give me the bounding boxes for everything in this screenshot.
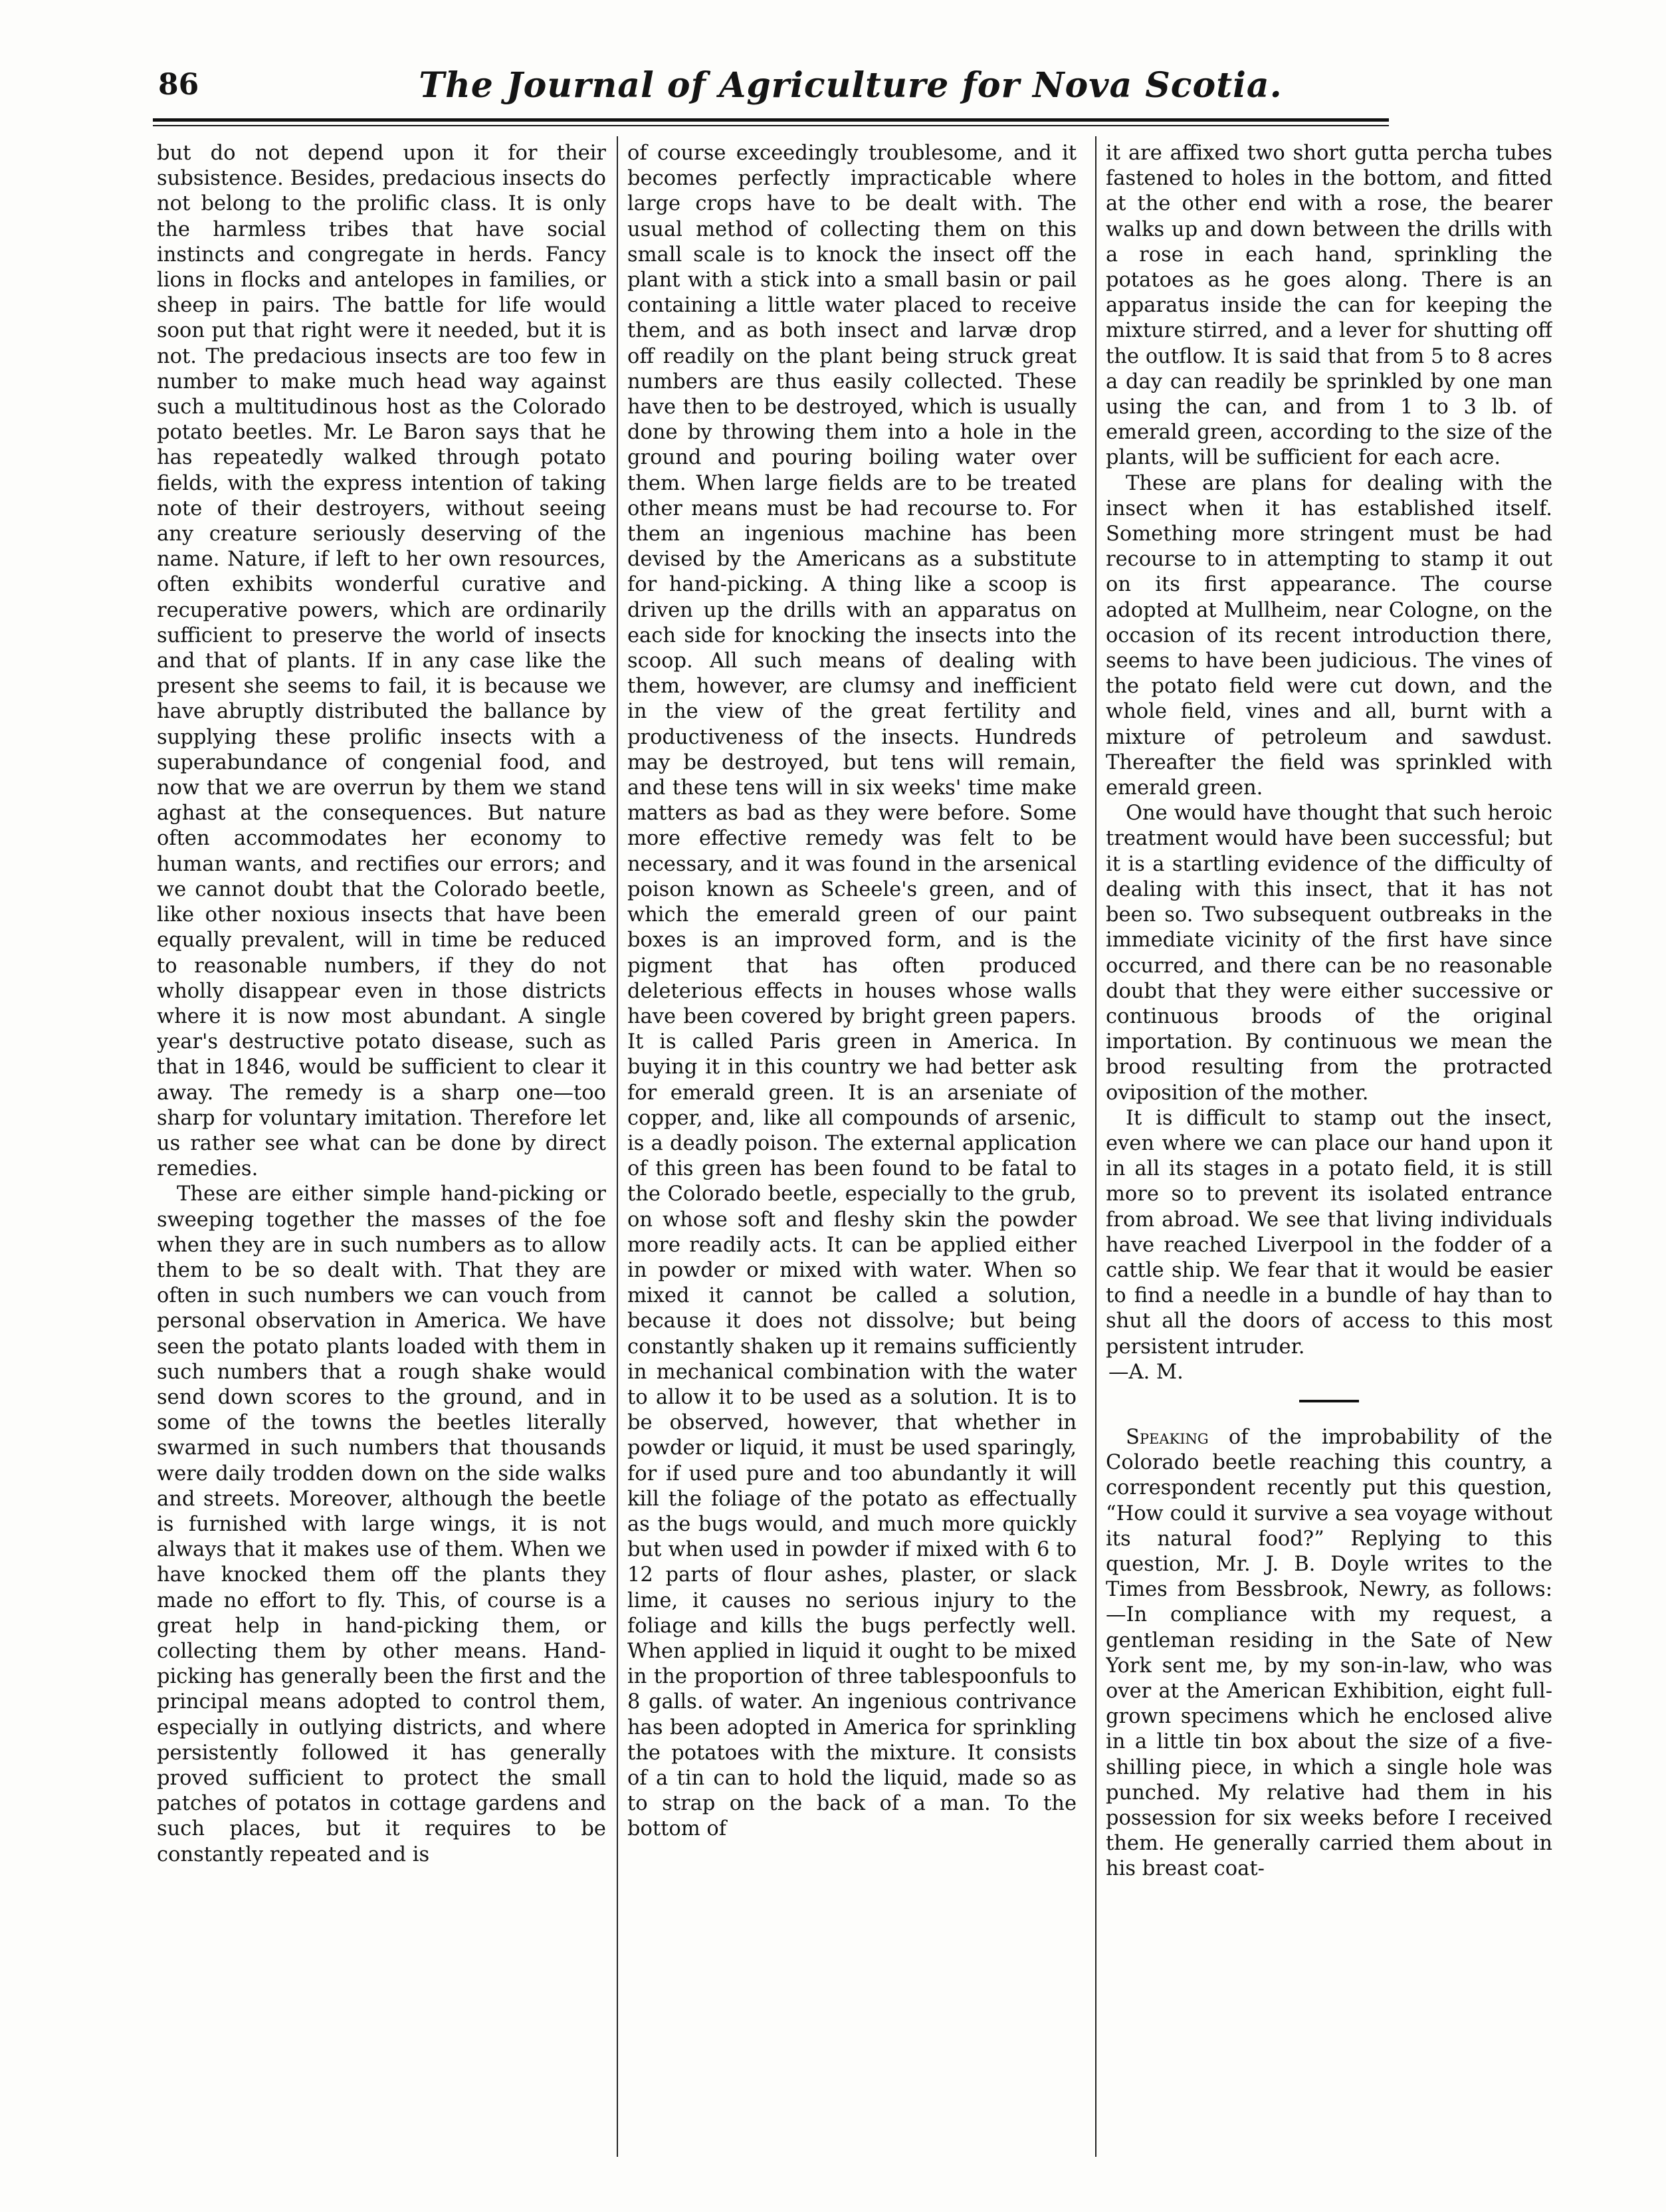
- text-column-right: [1106, 141, 1552, 2161]
- page-header: [153, 65, 1389, 125]
- header-rule-thin: [153, 125, 1389, 126]
- paragraph: One would have thought that such heroic treatment would have been successful; but it is a startling evidence of the difficulty of dealing with this insect, that it has not been so. Two subsequent outbreaks in the immediate vicinity of the first have since occurred, and there can be no reasonable doubt that they were either successive or continuous broods of the original importation. By continuous we mean the brood resulting from the protracted oviposition of the mother.: [1106, 802, 1552, 1105]
- column-divider: [1095, 136, 1096, 2157]
- journal-title: The Journal of Agriculture for Nova Scotia.: [419, 65, 1283, 106]
- paragraph: These are plans for dealing with the insect when it has established itself. Something more stringent must be had recourse to in attempting to stamp it out on its first appearance. The course adopted at Mullheim, near Cologne, on the occasion of its recent introduction there, seems to have been judicious. The vines of the potato field were cut down, and the whole field, vines and all, burnt with a mixture of petroleum and sawdust. Thereafter the field was sprinkled with emerald green.: [1106, 471, 1552, 800]
- column-divider: [617, 136, 618, 2157]
- text-column-left: [157, 141, 606, 2161]
- paragraph: of course exceedingly troublesome, and it becomes perfectly impracticable where large crops have to be dealt with. The usual method of collecting them on this small scale is to knock the insect off the plant with a stick into a small basin or pail containing a little water placed to receive them, and as both insect and larvæ drop off readily on the plant being struck great numbers are thus easily collected. These have then to be destroyed, which is usually done by throwing them into a hole in the ground and pouring boiling water over them. When large fields are to be treated other means must be had recourse to. For them an ingenious machine has been devised by the Americans as a substitute for hand-picking. A thing like a scoop is driven up the drills with an apparatus on each side for knocking the insects into the scoop. All such means of dealing with them, however, are clumsy and inefficient in the view of the great fertility and productiveness of the insects. Hundreds may be destroyed, but tens will remain, and these tens will in six weeks' time make matters as bad as they were before. Some more effective remedy was felt to be necessary, and it was found in the arsenical poison known as Scheele's green, and of which the emerald green of our paint boxes is an improved form, and is the pigment that has often produced deleterious effects in houses whose walls have been covered by bright green papers. It is called Paris green in America. In buying it in this country we had better ask for emerald green. It is an arseniate of copper, and, like all compounds of arsenic, is a deadly poison. The external application of this green has been found to be fatal to the Colorado beetle, especially to the grub, on whose soft and fleshy skin the powder more readily acts. It can be applied either in powder or mixed with water. When so mixed it cannot be called a solution, because it does not dissolve; but being constantly shaken up it remains sufficiently in mechanical combination with the water to allow it to be used as a solution. It is to be observed, however, that whether in powder or liquid, it must be used sparingly, for if used pure and too abundantly it will kill the foliage of the potato as effectually as the bugs would, and much more quickly but when used in powder if mixed with 6 to 12 parts of flour ashes, plaster, or slack lime, it causes no serious injury to the foliage and kills the bugs perfectly well. When applied in liquid it ought to be mixed in the proportion of three tablespoonfuls to 8 galls. of water. An ingenious contrivance has been adopted in America for sprinkling the potatoes with the mixture. It consists of a tin can to hold the liquid, made so as to strap on the back of a man. To the bottom of: [627, 142, 1077, 1841]
- paragraph: It is difficult to stamp out the insect, even where we can place our hand upon it in all its stages in a potato field, it is still more so to prevent its isolated entrance from abroad. We see that living individuals have reached Liverpool in the fodder of a cattle ship. We fear that it would be easier to find a needle in a bundle of hay than to shut all the doors of access to this most persistent intruder.: [1106, 1106, 1552, 1359]
- section-divider: [1299, 1400, 1359, 1402]
- paragraph: but do not depend upon it for their subsistence. Besides, predacious insects do not belong to the prolific class. It is only the harmless tribes that have social instincts and congregate in herds. Fancy lions in flocks and antelopes in families, or sheep in pairs. The battle for life would soon put that right were it needed, but it is not. The predacious insects are too few in number to make much head way against such a multitudinous host as the Colorado potato beetles. Mr. Le Baron says that he has repeatedly walked through potato fields, with the express intention of taking note of their destroyers, without seeing any creature seriously deserving of the name. Nature, if left to her own resources, often exhibits wonderful curative and recuperative powers, which are ordinarily sufficient to preserve the world of insects and that of plants. If in any case like the present she seems to fail, it is because we have abruptly distributed the ballance by supplying these prolific insects with a superabundance of congenial food, and now that we are overrun by them we stand aghast at the consequences. But nature often accommodates her economy to human wants, and rectifies our errors; and we cannot doubt that the Colorado beetle, like other noxious insects that have been equally prevalent, will in time be reduced to reasonable numbers, if they do not wholly disappear even in those districts where it is now most abundant. A single year's destructive potato disease, such as that in 1846, would be sufficient to clear it away. The remedy is a sharp one—too sharp for voluntary imitation. Therefore let us rather see what can be done by direct remedies.: [157, 142, 606, 1181]
- article-paragraph: [1106, 1425, 1552, 1882]
- article-signature: —A. M.: [1108, 1360, 1184, 1384]
- header-rule-thick: [153, 118, 1389, 122]
- paragraph: it are affixed two short gutta percha tubes fastened to holes in the bottom, and fitted at the other end with a rose, the bearer walks up and down between the drills with a rose in each hand, sprinkling the potatoes as he goes along. There is an apparatus inside the can for keeping the mixture stirred, and a lever for shutting off the outflow. It is said that from 5 to 8 acres a day can readily be sprinkled by one man using the can, and from 1 to 3 lb. of emerald green, according to the size of the plants, will be sufficient for each acre.: [1106, 142, 1552, 470]
- lead-word: Speaking: [1126, 1425, 1209, 1449]
- text-column-middle: [627, 141, 1077, 2161]
- article-text: of the improbability of the Colorado beetle reaching this country, a correspondent recently put this question, “How could it survive a sea voyage without its natural food?” Replying to this question, Mr. J. B. Doyle writes to the Times from Bessbrook, Newry, as follows:—In compliance with my request, a gentleman residing in the Sate of New York sent me, by my son-in-law, who was over at the American Exhibition, eight full-grown specimens which he enclosed alive in a little tin box about the size of a five-shilling piece, in which a single hole was punched. My relative had them in his possession for six weeks before I received them. He generally carried them about in his breast coat-: [1106, 1425, 1552, 1881]
- page-number: 86: [158, 68, 199, 102]
- paragraph: These are either simple hand-picking or sweeping together the masses of the foe when they are in such numbers as to allow them to be so dealt with. That they are often in such numbers we can vouch from personal observation in America. We have seen the potato plants loaded with them in such numbers that a rough shake would send down scores to the ground, and in some of the towns the beetles literally swarmed in such numbers that thousands were daily trodden down on the side walks and streets. Moreover, although the beetle is furnished with large wings, it is not always that it makes use of them. When we have knocked them off the plants they made no effort to fly. This, of course is a great help in hand-picking them, or collecting them by other means. Hand-picking has generally been the first and the principal means adopted to control them, especially in outlying districts, and where persistently followed it has generally proved sufficient to protect the small patches of potatos in cottage gardens and such places, but it requires to be constantly repeated and is: [157, 1182, 606, 1866]
